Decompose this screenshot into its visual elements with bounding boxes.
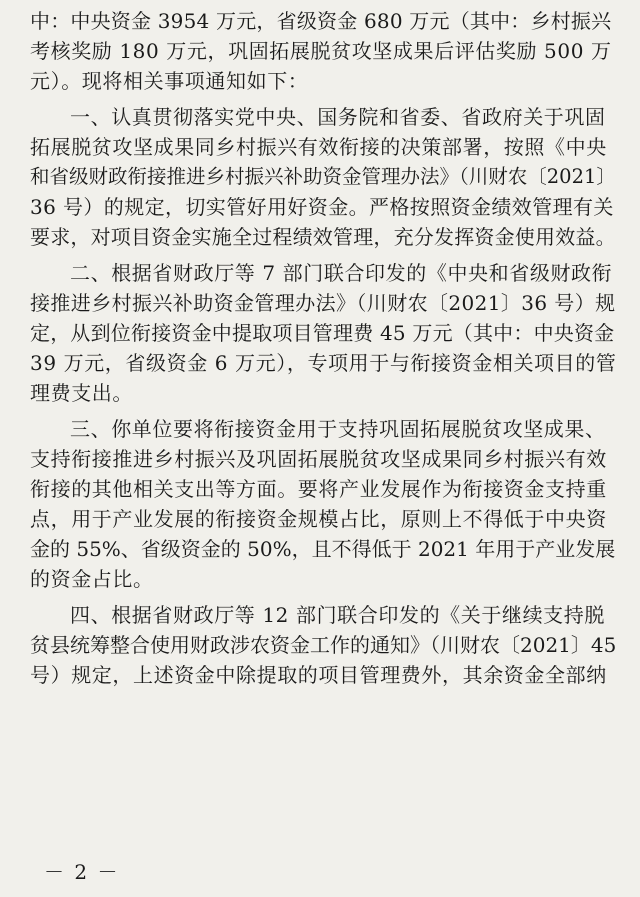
paragraph-item-1	[30, 102, 616, 252]
text-line: 考核奖励 180 万元，巩固拓展脱贫攻坚成果后评估奖励 500 万	[30, 39, 612, 63]
text-line: 定，从到位衔接资金中提取项目管理费 45 万元（其中：中央资金	[30, 321, 615, 345]
document-body	[30, 6, 617, 690]
paragraph-item-2	[30, 258, 617, 408]
text-line: 号）规定，上述资金中除提取的项目管理费外，其余资金全部纳	[30, 663, 607, 687]
text-line: 拓展脱贫攻坚成果同乡村振兴有效衔接的决策部署，按照《中央	[30, 135, 607, 159]
text-line: 中：中央资金 3954 万元，省级资金 680 万元（其中：乡村振兴	[30, 9, 612, 33]
text-line: 和省级财政衔接推进乡村振兴补助资金管理办法》（川财农〔2021〕	[30, 165, 616, 188]
text-line: 二、根据省财政厅等 7 部门联合印发的《中央和省级财政衔	[70, 261, 613, 285]
text-line: 支持衔接推进乡村振兴及巩固拓展脱贫攻坚成果同乡村振兴有效	[30, 447, 607, 471]
text-line: 要求，对项目资金实施全过程绩效管理，充分发挥资金使用效益。	[30, 225, 616, 249]
text-line: 的资金占比。	[30, 567, 154, 591]
text-line: 贫县统筹整合使用财政涉农资金工作的通知》（川财农〔2021〕45	[30, 633, 617, 657]
text-line: 衔接的其他相关支出等方面。要将产业发展作为衔接资金支持重	[30, 477, 607, 501]
text-line: 36 号）的规定，切实管好用好资金。严格按照资金绩效管理有关	[30, 195, 614, 219]
text-line: 元）。现将相关事项通知如下：	[30, 69, 309, 93]
text-line: 四、根据省财政厅等 12 部门联合印发的《关于继续支持脱	[70, 603, 605, 627]
paragraph-item-3	[30, 414, 616, 594]
text-line: 金的 55%、省级资金的 50%，且不得低于 2021 年用于产业发展	[30, 537, 616, 561]
text-line: 理费支出。	[30, 381, 133, 405]
page-number: － 2 －	[44, 860, 120, 884]
paragraph-item-4	[30, 600, 617, 690]
text-line: 点，用于产业发展的衔接资金规模占比，原则上不得低于中央资	[30, 507, 607, 531]
paragraph-intro-continuation	[30, 6, 612, 96]
text-line: 一、认真贯彻落实党中央、国务院和省委、省政府关于巩固	[70, 105, 606, 129]
text-line: 三、你单位要将衔接资金用于支持巩固拓展脱贫攻坚成果、	[70, 417, 606, 441]
text-line: 39 万元，省级资金 6 万元），专项用于与衔接资金相关项目的管	[30, 351, 617, 375]
text-line: 接推进乡村振兴补助资金管理办法》（川财农〔2021〕36 号）规	[30, 291, 616, 315]
